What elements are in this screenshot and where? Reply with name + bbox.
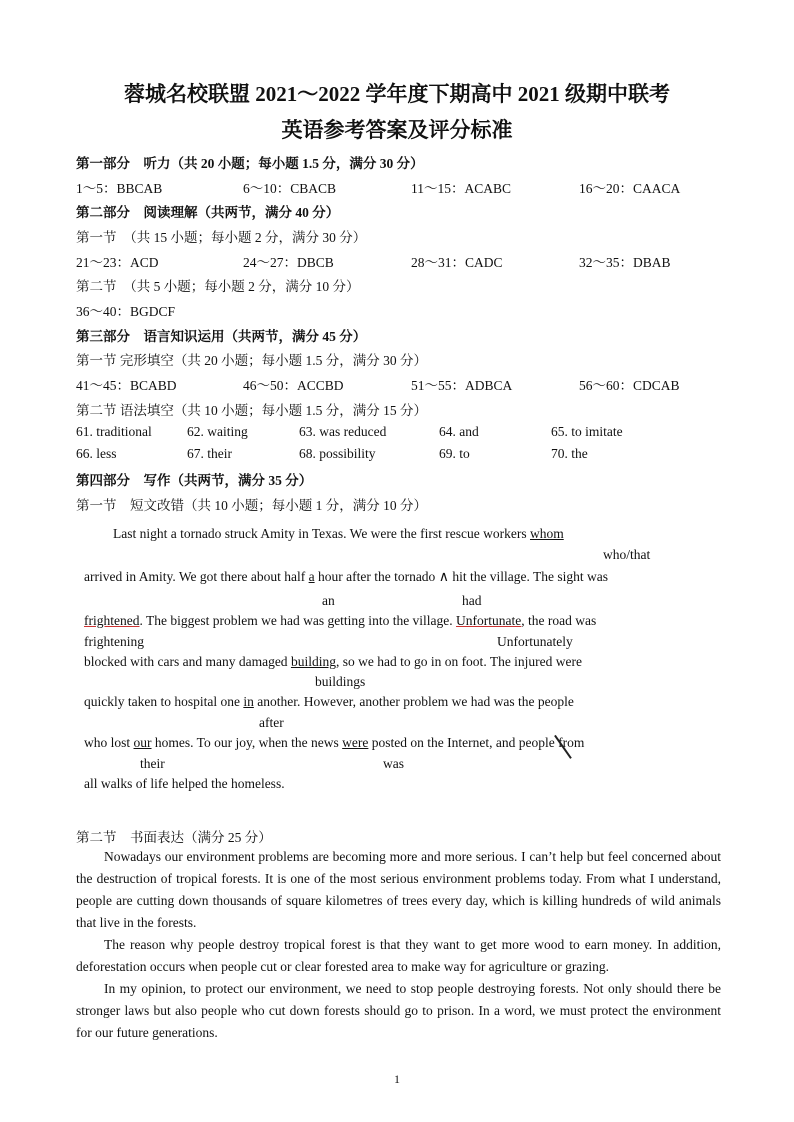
grammar-answer: 66. less (76, 446, 117, 461)
grammar-answer: 63. was reduced (299, 424, 387, 439)
part3-sec1-heading: 第一节 完形填空（共 20 小题；每小题 1.5 分，满分 30 分） (76, 353, 427, 368)
part1-heading: 第一部分 听力（共 20 小题；每小题 1.5 分，满分 30 分） (76, 156, 424, 171)
correction-word: Unfortunately (497, 634, 573, 649)
correction-word: an (322, 593, 335, 608)
part2-sec1-heading: 第一节 （共 15 小题；每小题 2 分，满分 30 分） (76, 230, 367, 245)
answer-group: 24～27：DBCB (243, 255, 334, 270)
correction-word: was (383, 756, 404, 771)
answer-group: 28～31：CADC (411, 255, 503, 270)
answer-group: 32～35：DBAB (579, 255, 671, 270)
correction-line-2: arrived in Amity. We got there about half a hour after the tornado ∧ hit the village. The sight was (84, 569, 609, 585)
answer-group: 21～23：ACD (76, 255, 159, 270)
correction-line-7: all walks of life helped the homeless. (84, 776, 285, 791)
error-word: Unfortunate (456, 613, 522, 628)
part4-sec1-heading: 第一节 短文改错（共 10 小题；每小题 1 分，满分 10 分） (76, 498, 427, 513)
part4-heading: 第四部分 写作（共两节，满分 35 分） (76, 473, 313, 488)
error-word: our (133, 735, 152, 750)
error-word: whom (529, 526, 564, 541)
correction-line-1: Last night a tornado struck Amity in Texas. We were the first rescue workers whom (113, 526, 564, 541)
document-title: 蓉城名校联盟 2021～2022 学年度下期高中 2021 级期中联考 (124, 82, 670, 106)
correction-line-6: who lost our homes. To our joy, when the news were posted on the Internet, and people from (84, 735, 585, 750)
page-number: 1 (394, 1072, 400, 1086)
correction-word: buildings (315, 674, 366, 689)
grammar-answer: 62. waiting (187, 424, 248, 439)
essay-paragraph: Nowadays our environment problems are becoming more and more serious. I can’t help but feel concerned about the destruction of tropical forests. It is one of the most serious environment problems today. From what I understand, people are cutting down thousands of square kilometres of trees every day, which is killing hundreds of wild animals that live in the forests. (76, 849, 721, 930)
insert-caret-icon: ∧ (438, 570, 449, 585)
grammar-answer: 67. their (187, 446, 232, 461)
document-subtitle: 英语参考答案及评分标准 (281, 118, 513, 142)
answer-group: 16～20：CAACA (579, 181, 681, 196)
part3-heading: 第三部分 语言知识运用（共两节，满分 45 分） (76, 329, 367, 344)
correction-word: frightening (84, 634, 144, 649)
correction-word: their (140, 756, 165, 771)
correction-line-3: frightened. The biggest problem we had was getting into the village. Unfortunate, the road was (84, 613, 597, 628)
error-word: frightened (84, 613, 140, 628)
grammar-answer: 65. to imitate (551, 424, 623, 439)
error-word: building (290, 654, 336, 669)
grammar-answer: 70. the (551, 446, 588, 461)
error-word: in (243, 694, 254, 709)
correction-word: who/that (603, 547, 651, 562)
correction-line-5: quickly taken to hospital one in another. However, another problem we had was the people (84, 694, 574, 709)
part4-sec2-heading: 第二节 书面表达（满分 25 分） (76, 830, 272, 845)
grammar-answer: 69. to (439, 446, 470, 461)
answer-group: 36～40：BGDCF (76, 304, 176, 319)
correction-word: after (259, 715, 284, 730)
essay-paragraph: The reason why people destroy tropical forest is that they want to get more wood to earn money. In addition, deforestation occurs when people cut or clear forested area to make way for agriculture or grazing. (76, 937, 721, 974)
answer-group: 1～5：BBCAB (76, 181, 163, 196)
part2-heading: 第二部分 阅读理解（共两节，满分 40 分） (76, 205, 340, 220)
answer-group: 11～15：ACABC (411, 181, 512, 196)
answer-group: 6～10：CBACB (243, 181, 337, 196)
correction-word: had (462, 593, 482, 608)
answer-group: 56～60：CDCAB (579, 378, 680, 393)
answer-group: 41～45：BCABD (76, 378, 177, 393)
error-word: were (342, 735, 369, 750)
part2-sec2-heading: 第二节 （共 5 小题；每小题 2 分，满分 10 分） (76, 279, 360, 294)
essay-paragraph: In my opinion, to protect our environment, we need to stop people destroying forests. Not only should there be stronger laws but also people who cut down forests should go to prison. In a word, we must protect the environment for our future generations. (76, 981, 721, 1040)
answer-group: 46～50：ACCBD (243, 378, 344, 393)
grammar-answer: 61. traditional (76, 424, 152, 439)
answer-group: 51～55：ADBCA (411, 378, 513, 393)
grammar-answer: 64. and (439, 424, 479, 439)
grammar-answer: 68. possibility (299, 446, 376, 461)
correction-line-4: blocked with cars and many damaged building, so we had to go in on foot. The injured were (84, 654, 583, 669)
error-word: a (308, 569, 315, 584)
part3-sec2-heading: 第二节 语法填空（共 10 小题；每小题 1.5 分，满分 15 分） (76, 403, 427, 418)
